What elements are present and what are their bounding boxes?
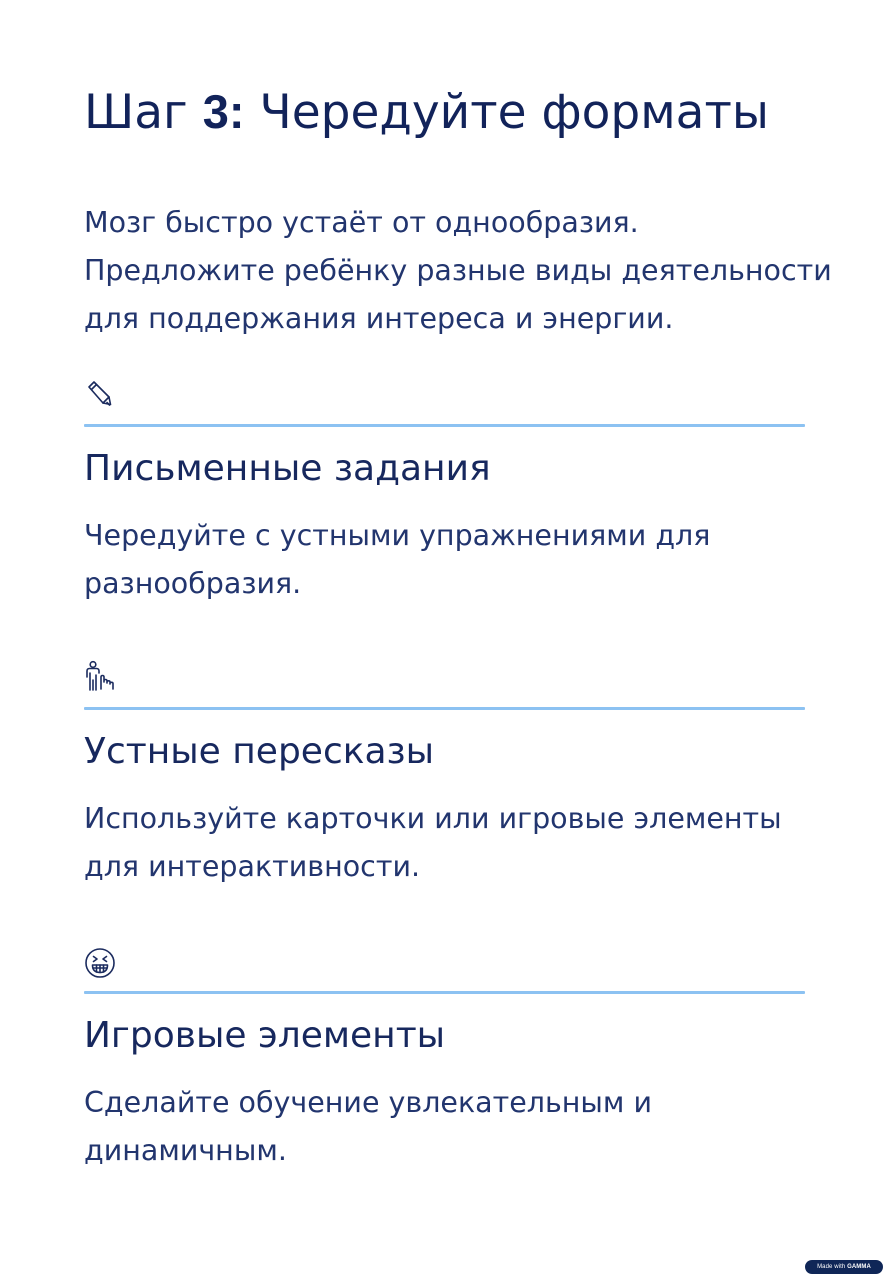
badge-prefix: Made with [817, 1264, 846, 1270]
section-text-line: разнообразия. [84, 567, 302, 600]
section-text-line: Сделайте обучение увлекательным и [84, 1086, 652, 1119]
pencil-icon [84, 378, 116, 410]
intro-line: для поддержания интереса и энергии. [84, 302, 674, 335]
title-text: Чередуйте форматы [259, 85, 769, 140]
section-divider [84, 991, 805, 994]
section-text-line: Используйте карточки или игровые элементы [84, 802, 782, 835]
section-text-games [84, 1079, 814, 1175]
section-title-oral: Устные пересказы [84, 731, 435, 772]
intro-line: Предложите ребёнку разные виды деятельности [84, 254, 832, 287]
section-text-oral [84, 795, 814, 891]
made-with-gamma-badge[interactable] [805, 1260, 883, 1274]
badge-brand: GAMMA [847, 1264, 871, 1270]
section-divider [84, 424, 805, 427]
section-text-line: для интерактивности. [84, 850, 421, 883]
page-title [84, 82, 769, 143]
title-prefix: Шаг [84, 85, 188, 140]
section-text-line: Чередуйте с устными упражнениями для [84, 519, 711, 552]
section-text-written [84, 512, 814, 608]
section-text-line: динамичным. [84, 1134, 287, 1167]
intro-line: Мозг быстро устаёт от однообразия. [84, 206, 639, 239]
section-title-games: Игровые элементы [84, 1015, 446, 1056]
section-title-written: Письменные задания [84, 448, 491, 489]
step-number: 3: [202, 85, 245, 138]
section-divider [84, 707, 805, 710]
grinning-face-icon [84, 947, 116, 979]
intro-paragraph [84, 199, 832, 343]
speaking-person-icon [84, 660, 116, 692]
